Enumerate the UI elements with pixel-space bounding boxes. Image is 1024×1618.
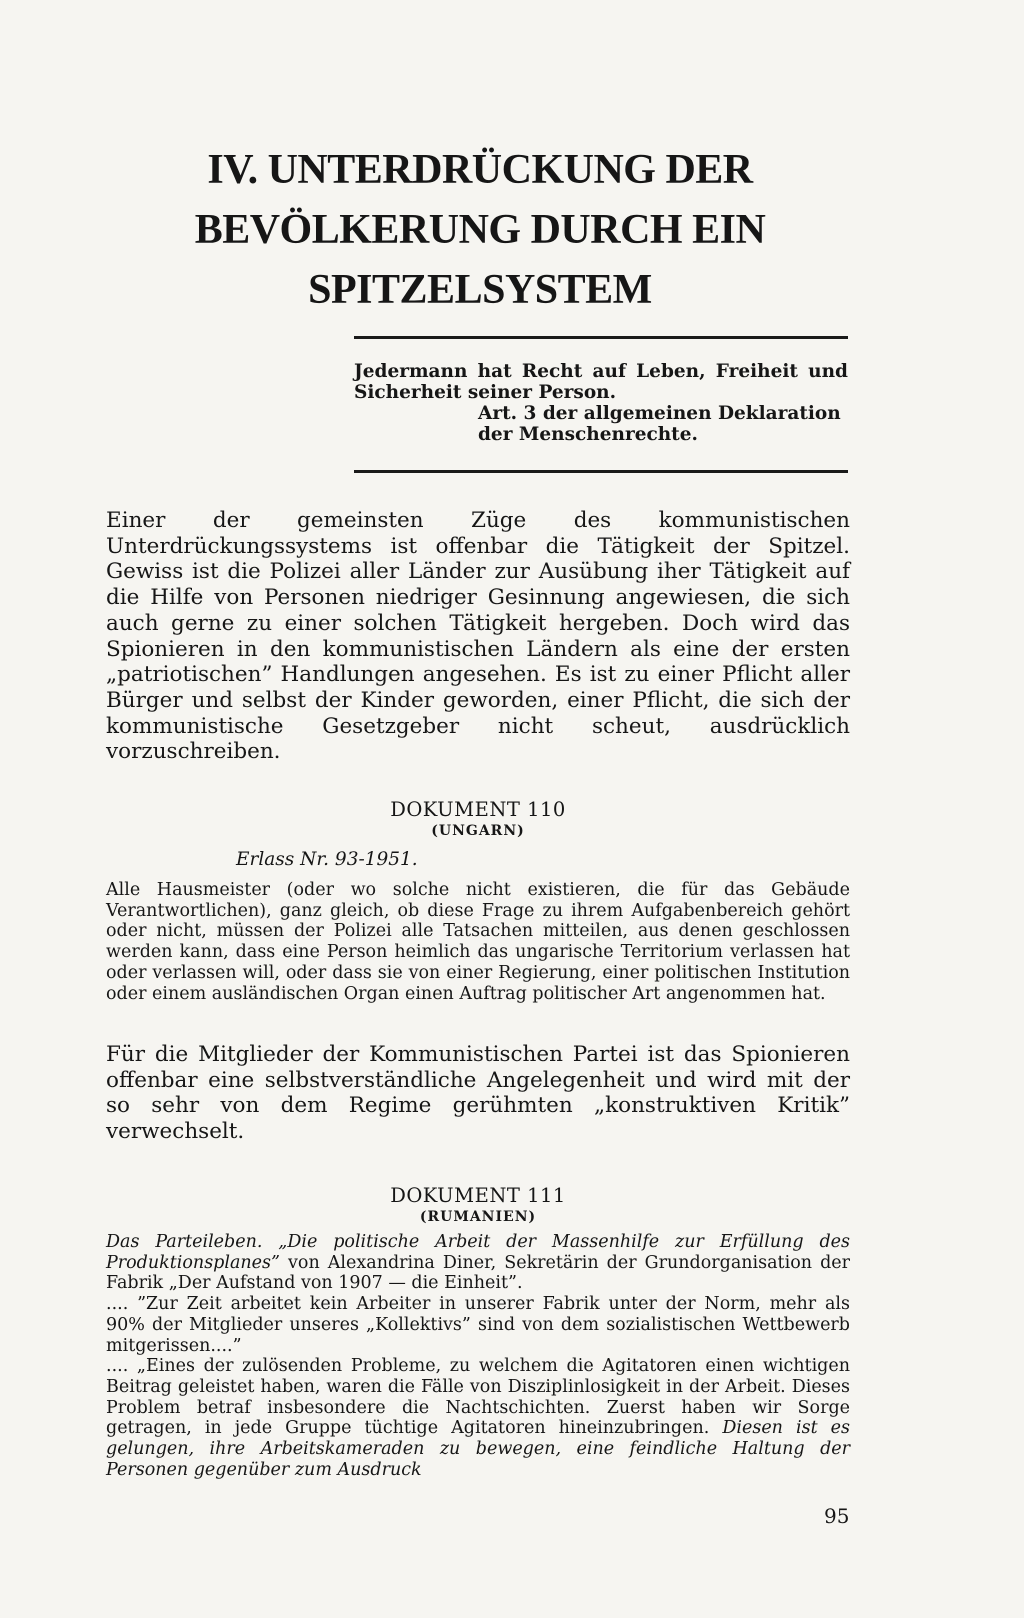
document-111-country: (RUMANIEN) bbox=[419, 1209, 537, 1225]
intro-paragraph: Einer der gemeinsten Züge des kommunistischen Unterdrückungssystems ist offenbar die Tätigkeit der Spitzel. Gewiss ist die Polizei aller Länder zur Ausübung iher Tätigkeit auf die Hilfe von Personen niedriger Gesinnung angewiesen, die sich auch gerne zu einer solchen Tätigkeit hergeben. Doch wird das Spionieren in den kommunistischen Ländern als eine der ersten „patriotischen” Handlungen angesehen. Es ist zu einer Pflicht aller Bürger und selbst der Kinder geworden, einer Pflicht, die sich der kommunistische Gesetzgeber nicht scheut, ausdrücklich vorzuschreiben. bbox=[106, 508, 850, 765]
document-111-quote-2 bbox=[106, 1356, 850, 1480]
page-number: 95 bbox=[824, 1504, 850, 1528]
epigraph-source: Art. 3 der allgemeinen Deklaration der Menschenrechte. bbox=[478, 403, 841, 445]
epigraph-bottom-rule bbox=[354, 470, 848, 473]
epigraph bbox=[354, 361, 848, 445]
chapter-title-line: IV. UNTERDRÜCKUNG DER bbox=[207, 147, 753, 193]
chapter-title-line: BEVÖLKERUNG DURCH EIN bbox=[194, 207, 766, 253]
document-110-country: (UNGARN) bbox=[431, 823, 525, 839]
middle-paragraph: Für die Mitglieder der Kommunistischen Partei ist das Spionieren offenbar eine selbstverständliche Angelegenheit und wird mit der so sehr von dem Regime gerühmten „konstruktiven Kritik” verwechselt. bbox=[106, 1042, 850, 1145]
document-110-heading bbox=[106, 798, 850, 840]
document-111-body bbox=[106, 1232, 850, 1480]
document-111-quote-2-plain: .... „Eines der zulösenden Probleme, zu welchem die Agitatoren einen wichtigen Beitrag geleistet haben, waren die Fälle von Disziplinlosigkeit in der Arbeit. Dieses Problem betraf insbesondere die Nachtschichten. Zuerst haben wir Sorge getragen, in jede Gruppe tüchtige Agitatoren hineinzubringen. bbox=[106, 1356, 850, 1439]
document-111-quote-2-italic: Diesen ist es gelungen, ihre Arbeitskameraden zu bewegen, eine feindliche Haltung der Personen gegenüber zum Ausdruck bbox=[106, 1418, 850, 1480]
chapter-title bbox=[150, 140, 810, 320]
document-110-title: DOKUMENT 110 bbox=[390, 798, 566, 821]
document-110-text: Alle Hausmeister (oder wo solche nicht existieren, die für das Gebäude Verantwortlichen), ganz gleich, ob diese Frage zu ihrem Aufgabenbereich gehört oder nicht, müssen der Polizei alle Tatsachen mitteilen, aus denen geschlossen werden kann, dass eine Person heimlich das ungarische Territorium verlassen hat oder verlassen will, oder dass sie von einer Regierung, einer politischen Institution oder einem ausländischen Organ einen Auftrag politischer Art angenommen hat. bbox=[106, 880, 850, 1004]
chapter-title-line: SPITZELSYSTEM bbox=[308, 267, 652, 313]
document-111-source-italic: Das Parteileben. „Die politische Arbeit der Massenhilfe zur Erfüllung des Produktionsplanes” bbox=[106, 1232, 850, 1273]
document-110-decree: Erlass Nr. 93-1951. bbox=[236, 849, 418, 870]
document-111-title: DOKUMENT 111 bbox=[390, 1184, 566, 1207]
document-111-source bbox=[106, 1232, 850, 1294]
epigraph-top-rule bbox=[354, 336, 848, 339]
document-111-quote-1: .... ”Zur Zeit arbeitet kein Arbeiter in unserer Fabrik unter der Norm, mehr als 90% der Mitglieder unseres „Kollektivs” sind von dem sozialistischen Wettbewerb mitgerissen....” bbox=[106, 1294, 850, 1356]
document-111-heading bbox=[106, 1184, 850, 1226]
document-111-source-rest: von Alexandrina Diner, Sekretärin der Grundorganisation der Fabrik „Der Aufstand von 1907 — die Einheit”. bbox=[106, 1252, 850, 1294]
epigraph-quote: Jedermann hat Recht auf Leben, Freiheit und Sicherheit seiner Person. bbox=[354, 361, 848, 403]
